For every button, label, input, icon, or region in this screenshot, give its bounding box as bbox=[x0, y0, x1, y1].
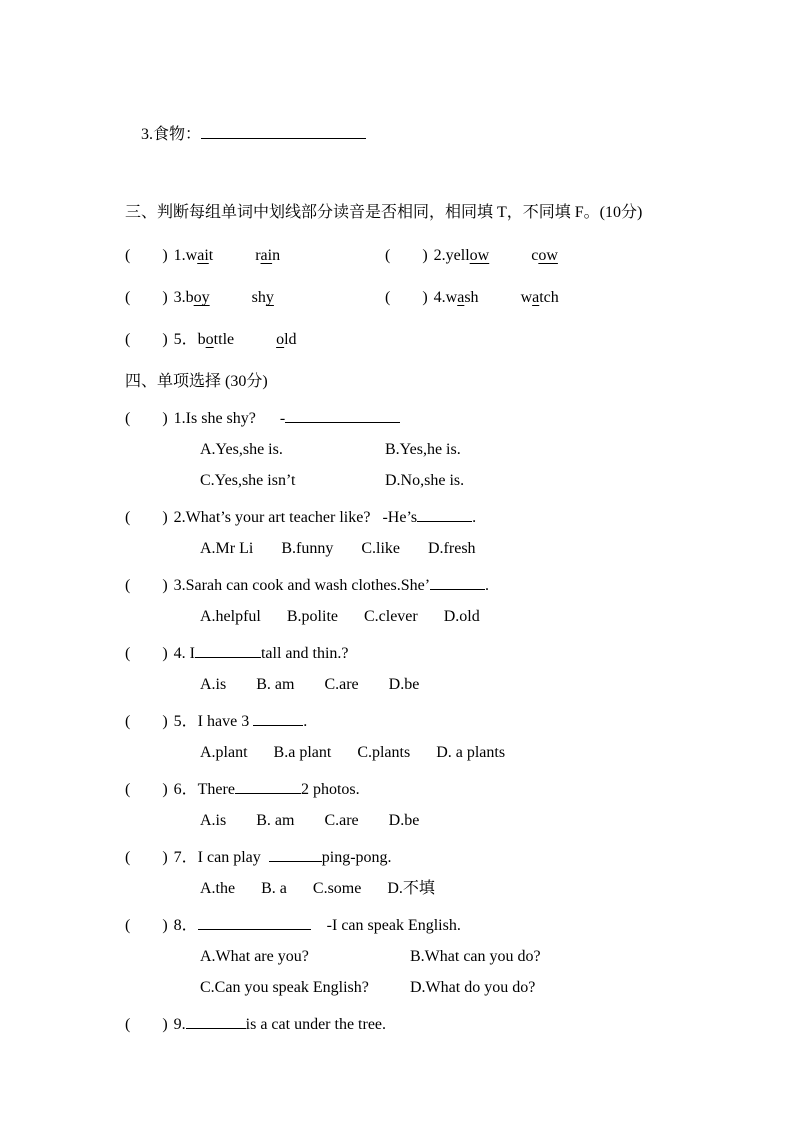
mc-question bbox=[125, 910, 738, 1003]
mc-question bbox=[125, 570, 738, 632]
mc-question bbox=[125, 638, 738, 700]
phonics-word bbox=[521, 289, 559, 306]
option-item: C.Yes,she isn’t bbox=[200, 472, 296, 489]
option-item: A.Yes,she is. bbox=[200, 441, 283, 458]
phonics-word bbox=[186, 247, 214, 264]
phonics-word bbox=[276, 331, 296, 348]
option-item: D.be bbox=[388, 676, 420, 693]
stem-text: 5．I have 3 bbox=[173, 713, 254, 730]
stem-text: ping-pong. bbox=[321, 849, 392, 866]
options-line bbox=[125, 669, 738, 700]
question-stem bbox=[125, 706, 738, 737]
fill-blank bbox=[201, 125, 366, 139]
phonics-word bbox=[446, 247, 490, 264]
option-item: C.are bbox=[324, 676, 359, 693]
answer-paren: ( ) bbox=[125, 247, 168, 264]
answer-paren: ( ) bbox=[125, 331, 168, 348]
phonics-item bbox=[125, 240, 385, 271]
option-item: B.polite bbox=[286, 608, 338, 625]
answer-blank bbox=[235, 780, 301, 794]
question-stem bbox=[125, 910, 738, 941]
option-item: D.What do you do? bbox=[410, 979, 536, 996]
phonics-rows bbox=[125, 240, 738, 355]
option-item: A.Mr Li bbox=[200, 540, 254, 557]
option-item: C.plants bbox=[357, 744, 411, 761]
mc-question bbox=[125, 774, 738, 836]
options-line bbox=[125, 737, 738, 768]
word-part: c bbox=[531, 247, 539, 264]
option-item: C.clever bbox=[363, 608, 418, 625]
phonics-item bbox=[125, 324, 297, 355]
option-item: B. a bbox=[261, 880, 287, 897]
question-stem bbox=[125, 638, 738, 669]
stem-text: is a cat under the tree. bbox=[245, 1016, 387, 1033]
word-part: w bbox=[185, 247, 198, 264]
phonics-row bbox=[125, 324, 738, 355]
answer-blank bbox=[430, 576, 485, 590]
mc-question bbox=[125, 842, 738, 904]
word-part: yell bbox=[445, 247, 470, 264]
word-part: t bbox=[208, 247, 214, 264]
stem-text: -I can speak English. bbox=[310, 917, 461, 934]
options-line bbox=[125, 601, 738, 632]
answer-blank bbox=[195, 644, 261, 658]
answer-paren: ( ) bbox=[125, 577, 168, 594]
stem-text: 2 photos. bbox=[300, 781, 360, 798]
question-stem bbox=[125, 570, 738, 601]
option-item: B.funny bbox=[281, 540, 334, 557]
options-line bbox=[125, 465, 738, 496]
answer-blank bbox=[253, 712, 303, 726]
option-item: C.some bbox=[312, 880, 362, 897]
question-number: 2. bbox=[433, 247, 446, 264]
phonics-row bbox=[125, 282, 738, 313]
option-item: B.a plant bbox=[273, 744, 332, 761]
option-item: C.like bbox=[361, 540, 400, 557]
option-item: D.No,she is. bbox=[385, 472, 465, 489]
stem-text: . bbox=[472, 509, 477, 526]
worksheet-page bbox=[125, 88, 738, 1040]
answer-blank bbox=[198, 916, 311, 930]
question-number: 1. bbox=[173, 247, 186, 264]
mc-question bbox=[125, 502, 738, 564]
word-part: w bbox=[445, 289, 458, 306]
option-item: A.the bbox=[200, 880, 236, 897]
answer-paren: ( ) bbox=[125, 410, 168, 427]
phonics-word bbox=[198, 331, 234, 348]
word-part: sh bbox=[251, 289, 266, 306]
underlined-letters: a bbox=[457, 289, 465, 306]
section-heading-choice: 四、单项选择 (30分) bbox=[125, 373, 268, 390]
question-stem bbox=[125, 774, 738, 805]
stem-text: . bbox=[485, 577, 490, 594]
stem-text: 2.What’s your art teacher like? -He’s bbox=[173, 509, 418, 526]
underlined-letters: ai bbox=[197, 247, 209, 264]
answer-paren: ( ) bbox=[125, 289, 168, 306]
underlined-letters: o bbox=[276, 331, 285, 348]
option-item: D.be bbox=[388, 812, 420, 829]
underlined-letters: ow bbox=[538, 247, 558, 264]
answer-paren: ( ) bbox=[125, 645, 168, 662]
mc-question bbox=[125, 1009, 738, 1040]
options-line bbox=[125, 972, 738, 1003]
question-stem bbox=[125, 842, 738, 873]
underlined-letters: o bbox=[205, 331, 214, 348]
answer-paren: ( ) bbox=[125, 849, 168, 866]
phonics-word bbox=[252, 289, 274, 306]
underlined-letters: a bbox=[532, 289, 540, 306]
options-line bbox=[125, 533, 738, 564]
word-part: tch bbox=[539, 289, 559, 306]
phonics-item bbox=[125, 282, 385, 313]
option-item: D. a plants bbox=[436, 744, 506, 761]
options-line bbox=[125, 434, 738, 465]
options-line bbox=[125, 941, 738, 972]
stem-text: tall and thin.? bbox=[260, 645, 349, 662]
option-item: D.old bbox=[443, 608, 480, 625]
answer-blank bbox=[186, 1015, 246, 1029]
mc-question bbox=[125, 706, 738, 768]
mc-question bbox=[125, 403, 738, 496]
option-item: A.is bbox=[200, 676, 227, 693]
answer-paren: ( ) bbox=[125, 1016, 168, 1033]
stem-text: 1.Is she shy? - bbox=[173, 410, 286, 427]
option-item: B.Yes,he is. bbox=[385, 441, 461, 458]
question-stem bbox=[125, 1009, 738, 1040]
option-item: A.is bbox=[200, 812, 227, 829]
word-part: b bbox=[185, 289, 194, 306]
phonics-row bbox=[125, 240, 738, 271]
stem-text: 3.Sarah can cook and wash clothes.She’ bbox=[173, 577, 431, 594]
answer-paren: ( ) bbox=[125, 509, 168, 526]
option-item: D.fresh bbox=[428, 540, 476, 557]
option-item: A.helpful bbox=[200, 608, 261, 625]
word-part: r bbox=[255, 247, 261, 264]
question-stem bbox=[125, 502, 738, 533]
question-number: 4. bbox=[433, 289, 446, 306]
phonics-item bbox=[385, 282, 559, 313]
answer-paren: ( ) bbox=[385, 289, 428, 306]
answer-blank bbox=[269, 848, 322, 862]
answer-paren: ( ) bbox=[125, 713, 168, 730]
word-part: n bbox=[272, 247, 281, 264]
word-part: w bbox=[520, 289, 533, 306]
phonics-word bbox=[531, 247, 558, 264]
fill-item-label: 3.食物： bbox=[141, 126, 202, 143]
underlined-letters: ow bbox=[469, 247, 490, 264]
phonics-word bbox=[255, 247, 280, 264]
mc-questions bbox=[125, 403, 738, 1040]
stem-text: 7．I can play bbox=[173, 849, 269, 866]
answer-blank bbox=[285, 409, 400, 423]
phonics-word bbox=[186, 289, 210, 306]
word-part: ld bbox=[284, 331, 297, 348]
underlined-letters: oy bbox=[193, 289, 210, 306]
option-item: A.What are you? bbox=[200, 948, 309, 965]
question-stem bbox=[125, 403, 738, 434]
answer-paren: ( ) bbox=[125, 917, 168, 934]
stem-text: 6．There bbox=[173, 781, 235, 798]
stem-text: . bbox=[303, 713, 308, 730]
underlined-letters: ai bbox=[260, 247, 273, 264]
options-line bbox=[125, 805, 738, 836]
option-item: A.plant bbox=[200, 744, 248, 761]
phonics-word bbox=[446, 289, 479, 306]
word-part: ttle bbox=[213, 331, 235, 348]
fill-item bbox=[125, 88, 738, 181]
option-item: C.are bbox=[324, 812, 359, 829]
question-number: 3. bbox=[173, 289, 186, 306]
stem-text: 4. I bbox=[173, 645, 195, 662]
option-item: B.What can you do? bbox=[410, 948, 541, 965]
word-part: sh bbox=[464, 289, 479, 306]
question-number: 5． bbox=[173, 331, 198, 348]
answer-paren: ( ) bbox=[385, 247, 428, 264]
option-item: B. am bbox=[256, 812, 295, 829]
options-line bbox=[125, 873, 738, 904]
option-item: B. am bbox=[256, 676, 295, 693]
word-part: b bbox=[197, 331, 206, 348]
option-item: C.Can you speak English? bbox=[200, 979, 369, 996]
option-item: D.不填 bbox=[387, 880, 435, 897]
answer-paren: ( ) bbox=[125, 781, 168, 798]
stem-text: 9. bbox=[173, 1016, 186, 1033]
phonics-item bbox=[385, 240, 558, 271]
stem-text: 8． bbox=[173, 917, 198, 934]
underlined-letters: y bbox=[265, 289, 274, 306]
section-heading-phonics: 三、判断每组单词中划线部分读音是否相同，相同填 T，不同填 F。(10分) bbox=[125, 204, 643, 221]
answer-blank bbox=[417, 508, 472, 522]
